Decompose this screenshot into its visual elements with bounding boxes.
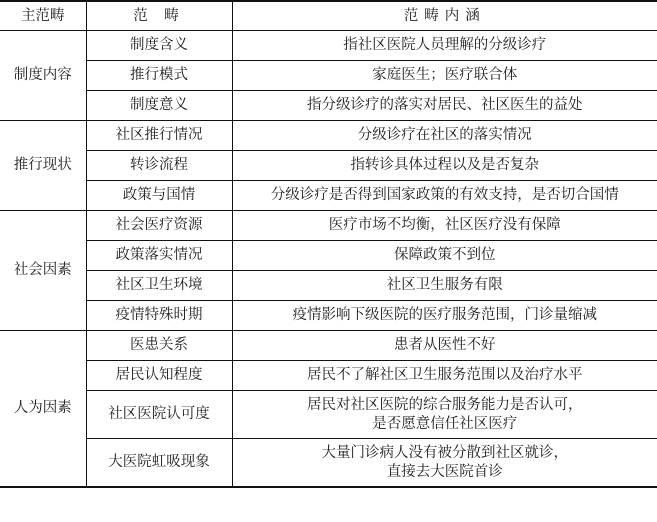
meaning-line: 分级诊疗是否得到国家政策的有效支持，是否切合国情 <box>270 187 619 203</box>
category-cell: 社区推行情况 <box>86 121 232 151</box>
category-cell: 社会医疗资源 <box>86 211 232 241</box>
category-meaning-cell <box>232 211 657 241</box>
meaning-line: 分级诊疗在社区的落实情况 <box>357 127 532 143</box>
category-meaning-cell <box>232 301 657 331</box>
header-category-meaning: 范畴内涵 <box>232 1 657 31</box>
meaning-line: 医疗市场不均衡，社区医疗没有保障 <box>328 217 561 233</box>
table-row <box>0 271 657 301</box>
meaning-line: 指分级诊疗的落实对居民、社区医生的益处 <box>307 97 583 113</box>
main-category-cell: 制度内容 <box>0 31 86 121</box>
category-cell: 制度意义 <box>86 91 232 121</box>
category-meaning-cell <box>232 31 657 61</box>
category-cell: 推行模式 <box>86 61 232 91</box>
category-meaning-cell <box>232 121 657 151</box>
table-row <box>0 91 657 121</box>
category-meaning-cell <box>232 151 657 181</box>
category-cell: 大医院虹吸现象 <box>86 439 232 488</box>
meaning-line: 疫情影响下级医院的医疗服务范围，门诊量缩减 <box>292 307 597 323</box>
table-row <box>0 181 657 211</box>
category-cell: 政策落实情况 <box>86 241 232 271</box>
meaning-line: 指转诊具体过程以及是否复杂 <box>350 157 539 173</box>
category-meaning-cell <box>232 181 657 211</box>
category-meaning-cell <box>232 61 657 91</box>
category-meaning-cell <box>232 439 657 488</box>
meaning-line: 患者从医性不好 <box>394 337 496 353</box>
table-body <box>0 31 657 488</box>
table-row <box>0 121 657 151</box>
table-row <box>0 391 657 439</box>
table-row <box>0 361 657 391</box>
table-header-row <box>0 1 657 31</box>
table-row <box>0 331 657 361</box>
category-cell: 社区医院认可度 <box>86 391 232 439</box>
category-meaning-cell <box>232 331 657 361</box>
category-meaning-cell <box>232 271 657 301</box>
main-category-cell: 人为因素 <box>0 331 86 488</box>
category-meaning-cell <box>232 241 657 271</box>
category-meaning-cell <box>232 91 657 121</box>
category-cell: 制度含义 <box>86 31 232 61</box>
table-row <box>0 61 657 91</box>
category-meaning-cell <box>232 391 657 439</box>
table-row <box>0 301 657 331</box>
meaning-line: 社区卫生服务有限 <box>386 277 503 293</box>
category-cell: 居民认知程度 <box>86 361 232 391</box>
category-cell: 医患关系 <box>86 331 232 361</box>
meaning-line: 直接去大医院首诊 <box>386 463 503 480</box>
meaning-line: 居民不了解社区卫生服务范围以及治疗水平 <box>307 367 583 383</box>
category-cell: 转诊流程 <box>86 151 232 181</box>
category-cell: 疫情特殊时期 <box>86 301 232 331</box>
meaning-line: 保障政策不到位 <box>394 247 496 263</box>
table-row <box>0 31 657 61</box>
table-row <box>0 151 657 181</box>
meaning-line: 家庭医生；医疗联合体 <box>372 67 518 83</box>
table-row <box>0 439 657 488</box>
category-cell: 政策与国情 <box>86 181 232 211</box>
main-category-cell: 社会因素 <box>0 211 86 331</box>
header-category: 范 畴 <box>86 1 232 31</box>
meaning-line: 居民对社区医院的综合服务能力是否认可， <box>307 396 583 413</box>
meaning-line: 是否愿意信任社区医疗 <box>372 415 518 432</box>
table-row <box>0 241 657 271</box>
category-meaning-cell <box>232 361 657 391</box>
table-row <box>0 211 657 241</box>
category-cell: 社区卫生环境 <box>86 271 232 301</box>
header-main-category: 主范畴 <box>0 1 86 31</box>
meaning-line: 指社区医院人员理解的分级诊疗 <box>343 37 547 53</box>
meaning-line: 大量门诊病人没有被分散到社区就诊， <box>321 444 568 461</box>
main-category-cell: 推行现状 <box>0 121 86 211</box>
